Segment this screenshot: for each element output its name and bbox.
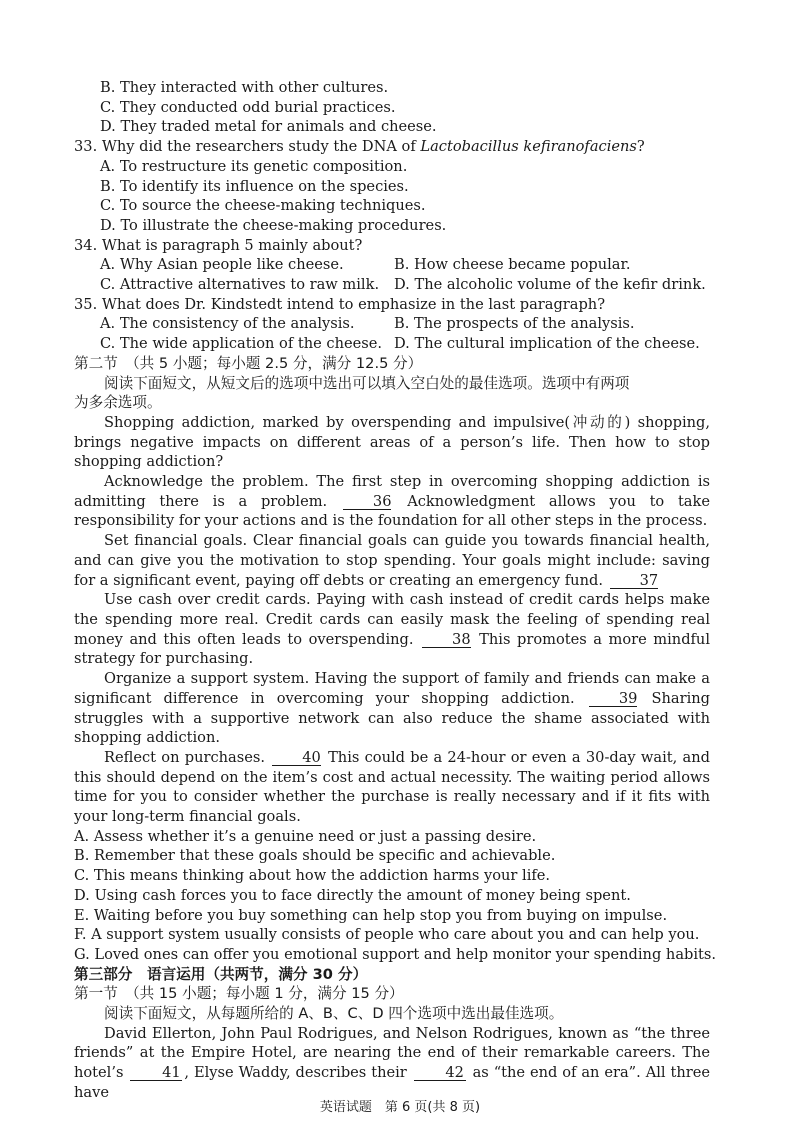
section-2 <box>74 354 717 965</box>
paragraph-6-text-a: Reflect on purchases. <box>104 748 271 766</box>
paragraph-2-text-a: Acknowledge the problem. The first step in overcoming shopping addiction is admitting there is a problem. <box>74 473 710 510</box>
paragraph-5-text-a: Organize a support system. Having the support of family and friends can make a significant difference in overcoming your shopping addiction. <box>74 670 710 707</box>
part-3-section-1-heading: 第一节 （共 15 小题；每小题 1 分，满分 15 分） <box>74 985 404 1003</box>
choice-b: B. Remember that these goals should be specific and achievable. <box>74 847 556 865</box>
q32-option-c: C. They conducted odd burial practices. <box>100 98 396 116</box>
q35-option-d: D. The cultural implication of the cheese. <box>394 335 700 353</box>
choice-e: E. Waiting before you buy something can help stop you from buying on impulse. <box>74 906 668 924</box>
choice-a: A. Assess whether it’s a genuine need or just a passing desire. <box>74 827 537 845</box>
paragraph-6-text-b: This could be a 24-hour or even a 30-day wait, and this should depend on the item’s cost and actual necessity. The waiting period allows time for you to consider whether the purchase is really necessary and if it fits with your long-term financial goals. <box>74 748 710 826</box>
q33-stem-text: 33. Why did the researchers study the DNA of <box>74 138 421 156</box>
section-2-instruction-line-1: 阅读下面短文，从短文后的选项中选出可以填入空白处的最佳选项。选项中有两项 <box>104 374 630 392</box>
passage-paragraph-4 <box>74 590 710 669</box>
q35-stem: 35. What does Dr. Kindstedt intend to emphasize in the last paragraph? <box>74 295 606 313</box>
q35-option-a: A. The consistency of the analysis. <box>100 315 355 333</box>
blank-42: 42 <box>414 1065 466 1081</box>
blank-40: 40 <box>272 750 321 766</box>
q33-stem-end: ? <box>636 138 645 156</box>
q33-option-d: D. To illustrate the cheese-making procedures. <box>100 216 447 234</box>
q35-options-row-1 <box>74 314 710 334</box>
passage-paragraph-5 <box>74 669 710 748</box>
q33-option-b: B. To identify its influence on the species. <box>100 177 409 195</box>
paragraph-4-text-b: This promotes a more mindful strategy for purchasing. <box>74 630 710 668</box>
choice-f: F. A support system usually consists of people who care about you and can help you. <box>74 926 700 944</box>
q34-options-row-2 <box>74 275 710 295</box>
blank-36: 36 <box>343 494 392 510</box>
answer-choices <box>74 827 717 965</box>
cloze-paragraph-1 <box>74 1024 710 1103</box>
question-32-options <box>74 78 710 137</box>
passage-paragraph-1: Shopping addiction, marked by overspending and impulsive(冲动的) shopping, brings negative impacts on different areas of a person’s life. Then how to stop shopping addiction? <box>74 413 710 471</box>
choice-g: G. Loved ones can offer you emotional support and help monitor your spending habits. <box>74 945 717 963</box>
q34-options-row-1 <box>74 255 710 275</box>
part-3-instruction: 阅读下面短文，从每题所给的 A、B、C、D 四个选项中选出最佳选项。 <box>104 1005 564 1023</box>
q35-options-row-2 <box>74 334 710 354</box>
cloze-text-a: David Ellerton, John Paul Rodrigues, and Nelson Rodrigues, known as “the three friends” at the Empire Hotel, are nearing the end of their remarkable careers. The hotel’s <box>74 1024 710 1082</box>
q33-stem <box>74 137 710 157</box>
page-footer: 英语试题 第 6 页(共 8 页) <box>319 1100 481 1115</box>
part-3 <box>74 965 710 1103</box>
q33-option-a: A. To restructure its genetic composition. <box>100 157 408 175</box>
q34-option-d: D. The alcoholic volume of the kefir drink. <box>394 276 706 294</box>
blank-39: 39 <box>589 691 638 707</box>
question-33 <box>74 137 710 236</box>
section-2-instruction-line-2: 为多余选项。 <box>74 394 162 412</box>
blank-41: 41 <box>130 1065 182 1081</box>
q32-option-b: B. They interacted with other cultures. <box>100 79 389 96</box>
q35-option-b: B. The prospects of the analysis. <box>394 315 635 333</box>
blank-38: 38 <box>422 632 471 648</box>
passage-paragraph-6 <box>74 748 710 827</box>
q35-option-c: C. The wide application of the cheese. <box>100 335 383 353</box>
q34-stem: 34. What is paragraph 5 mainly about? <box>74 236 363 254</box>
q34-option-b: B. How cheese became popular. <box>394 256 631 274</box>
paragraph-4-text-a: Use cash over credit cards. Paying with cash instead of credit cards helps make the spending more real. Credit cards can easily mask the feeling of spending real money and this often leads to overspending. <box>74 591 710 648</box>
cloze-text-c: as “the end of an era”. All three have <box>74 1064 710 1101</box>
section-2-heading: 第二节 （共 5 小题；每小题 2.5 分，满分 12.5 分） <box>74 354 423 372</box>
passage-paragraph-2 <box>74 472 710 531</box>
choice-d: D. Using cash forces you to face directly the amount of money being spent. <box>74 886 631 904</box>
q33-species-name: Lactobacillus kefiranofaciens <box>420 138 637 156</box>
question-35 <box>74 295 710 354</box>
exam-content <box>74 78 717 1103</box>
q34-option-a: A. Why Asian people like cheese. <box>100 256 344 274</box>
paragraph-3-text: Set financial goals. Clear financial goals can guide you towards financial health, and can give you the motivation to stop spending. Your goals might include: saving for a significant event, paying off debts or creating an emergency fund. <box>74 532 710 589</box>
blank-37: 37 <box>610 573 659 589</box>
q32-option-d: D. They traded metal for animals and cheese. <box>100 118 437 136</box>
part-3-heading: 第三部分 语言运用（共两节，满分 30 分） <box>74 965 368 983</box>
choice-c: C. This means thinking about how the addiction harms your life. <box>74 867 551 885</box>
paragraph-5-text-b: Sharing struggles with a supportive network can also reduce the shame associated with shopping addiction. <box>74 689 710 747</box>
q34-option-c: C. Attractive alternatives to raw milk. <box>100 276 380 294</box>
cloze-text-b: , Elyse Waddy, describes their <box>184 1064 412 1082</box>
question-34 <box>74 236 710 295</box>
passage-paragraph-3 <box>74 531 710 590</box>
paragraph-2-text-b: Acknowledgment allows you to take responsibility for your actions and is the foundation for all other steps in the process. <box>74 492 710 530</box>
q33-option-c: C. To source the cheese-making techniques. <box>100 197 426 215</box>
